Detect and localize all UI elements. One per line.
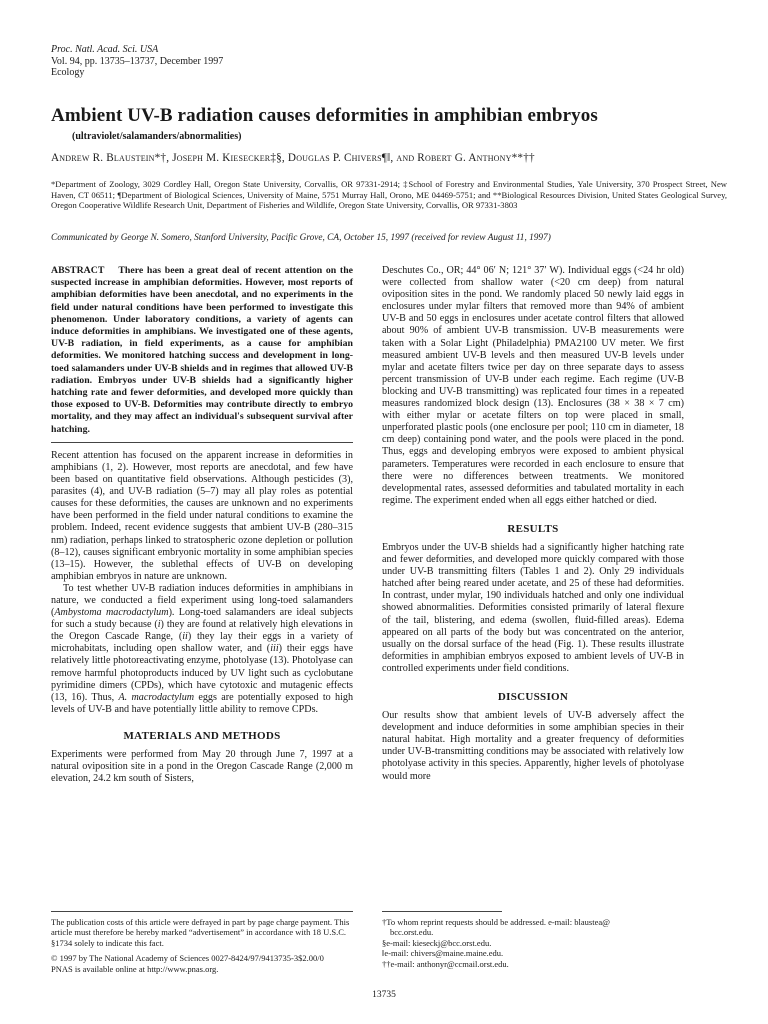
- online-note: PNAS is available online at http://www.pnas.org.: [51, 963, 219, 974]
- methods-paragraph-start: Experiments were performed from May 20 through June 7, 1997 at a natural oviposition site in a pond in the Oregon Cascade Range (2,000 m elevation, 24.2 km south of Sisters,: [51, 749, 353, 785]
- right-column: [382, 265, 684, 783]
- abstract-divider: [51, 442, 353, 443]
- intro-paragraph-2: To test whether UV-B radiation induces deformities in amphibians in nature, we conducted a field experiment using long-toed salamanders (Ambystoma macrodactylum). Long-toed salamanders are ideal subjects for such a study because (i) they are found at relatively high elevations in the Oregon Cascade Range, (ii) they lay their eggs in a variety of microhabitats, including open shallow water, and (iii) their eggs have relatively little photoreactivating enzyme, photolyase (13). Photolyase can remove harmful photoproducts induced by UV light such as cyclobutane pyrimidine dimers (CPDs), which have cytotoxic and mutagenic effects (13, 16). Thus, A. macrodactylum eggs are potentially exposed to high levels of UV-B and have potentially little ability to remove CPDs.: [51, 582, 354, 715]
- footnote-email-chivers: ‖e-mail: chivers@maine.maine.edu.: [382, 948, 504, 959]
- journal-section: Ecology: [51, 67, 85, 79]
- discussion-heading: DISCUSSION: [497, 691, 569, 703]
- communicated-by: Communicated by George N. Somero, Stanford University, Pacific Grove, CA, October 15, 1997 (received for review August 11, 1997): [51, 233, 551, 243]
- methods-heading: MATERIALS AND METHODS: [123, 729, 281, 742]
- abstract: [51, 265, 353, 436]
- page-charge-note: The publication costs of this article were defrayed in part by page charge payment. This article must therefore be hereby marked “advertisement” in accordance with 18 U.S.C. §1734 solely to indicate this fact.: [51, 917, 350, 948]
- author-list: Andrew R. Blaustein*†, Joseph M. Kiesecker‡§, Douglas P. Chivers¶‖, and Robert G. Anthony**††: [51, 152, 535, 164]
- journal-volume: Vol. 94, pp. 13735–13737, December 1997: [51, 55, 224, 67]
- left-column: [51, 265, 353, 785]
- footnote-email-kiesecker: §e-mail: kieseckj@bcc.orst.edu.: [382, 937, 492, 948]
- intro-paragraph-1: Recent attention has focused on the apparent increase in deformities in amphibians (1, 2). However, most reports are anecdotal, and few have been based on quantitative field observations. Although pesticides (3), parasites (4), and UV-B radiation (5–7) may all play roles as potential causes for these deformities, the causes are unknown and no experiments have been performed in the field under natural conditions to examine the problem. Indeed, recent evidence suggests that ambient UV-B (280–315 nm) radiation, perhaps linked to stratospheric ozone depletion or pollution (8–12), causes significant embryonic mortality in some amphibian species (13–15). However, the sublethal effects of UV-B on developing amphibian embryos in nature are unknown.: [51, 449, 353, 582]
- page-number: 13735: [372, 990, 396, 1000]
- methods-paragraph-continued: Deschutes Co., OR; 44° 06′ N; 121° 37′ W). Individual eggs (<24 hr old) were collected from shallow water (<20 cm deep) from natural oviposition sites in the pond. We randomly placed 50 newly laid eggs in enclosures under mylar filters that removed more than 94% of ambient UV-B and 50 eggs in enclosures under acetate control filters that allowed about 90% of ambient UV-B transmission. UV-B measurements were taken with a Solar Light (Philadelphia) PMA2100 UV meter. We first measured ambient UV-B levels and then measured UV-B levels under mylar and acetate filters twice per day on three separate days to assess percent transmission of UV-B under each regime. Each regime (UV-B blocking and UV-B transmitting) was replicated four times in a repeated measures randomized block design (13). Enclosures (38 × 38 × 7 cm) with either mylar or acetate filters on top were placed in small, unperforated plastic pools (one enclosure per pool; 110 cm in diameter, 18 cm deep) containing pond water, and the pools were placed in the pond. Thus, eggs and developing embryos were exposed to ambient physical parameters. Temperatures were recorded in each enclosure to ensure that there were no differences between treatments. We monitored developmental rates, assessed deformities and tabulated mortality in each regime. The experiment ended when all eggs either hatched or died.: [382, 265, 684, 506]
- footnote-email-anthony: ††e-mail: anthonyr@ccmail.orst.edu.: [382, 958, 509, 969]
- article-title: Ambient UV-B radiation causes deformities in amphibian embryos: [51, 105, 598, 126]
- footnotes-left: [51, 917, 353, 974]
- keywords: (ultraviolet/salamanders/abnormalities): [72, 131, 242, 142]
- affiliations: *Department of Zoology, 3029 Cordley Hall, Oregon State University, Corvallis, OR 97331-2914; ‡School of Forestry and Environmental Studies, Yale University, 370 Prospect Street, New Haven, CT 06511; ¶Department of Biological Sciences, University of Maine, 5751 Murray Hall, Orono, ME 04469-5751; and **Biological Resources Division, United States Geological Survey, Oregon Cooperative Wildlife Research Unit, Department of Fisheries and Wildlife, Oregon State University, Corvallis, OR 97331-3803: [51, 179, 727, 211]
- journal-name: Proc. Natl. Acad. Sci. USA: [51, 44, 159, 55]
- copyright-note: © 1997 by The National Academy of Sciences 0027-8424/97/9413735-3$2.00/0: [51, 953, 324, 964]
- footnote-divider-left: [51, 911, 353, 912]
- abstract-text: There has been a great deal of recent attention on the suspected increase in amphibian deformities. However, most reports of amphibian deformities have been anecdotal, and no experiments in the field under natural conditions have been performed to investigate this phenomenon. Under laboratory conditions, a variety of agents can induce deformities in amphibians. We investigated one of these agents, UV-B radiation, in field experiments, as a cause for amphibian deformities. We monitored hatching success and development in long-toed salamanders under UV-B shields and in regimes that allowed UV-B radiation. Embryos under UV-B shields had a significantly higher hatching rate and fewer deformities, and developed more quickly than those exposed to UV-B. Deformities may contribute directly to embryo mortality, and they may affect an individual's subsequent survival after hatching.: [51, 265, 353, 435]
- journal-header: [51, 44, 223, 79]
- footnotes-right: [382, 917, 684, 969]
- abstract-label: ABSTRACT: [51, 265, 105, 276]
- discussion-paragraph: Our results show that ambient levels of UV-B adversely affect the development and induce deformities in some amphibian species in their natural habitat. High mortality and a greater frequency of deformities under UV-B-transmitting conditions may be associated with relatively low photolyase activity in this species. Apparently, higher levels of photolyase would more: [382, 710, 684, 782]
- results-heading: RESULTS: [507, 522, 559, 535]
- footnote-reprint: †To whom reprint requests should be addressed. e-mail: blaustea@: [382, 917, 610, 927]
- results-paragraph: Embryos under the UV-B shields had a significantly higher hatching rate and fewer deformities, and developed more quickly compared with those under UV-B transmitting filters (Tables 1 and 2). Only 29 individuals hatched after being reared under acetate, and 25 of these had deformities. In contrast, under mylar, 190 individuals hatched and only one individual showed abnormalities. Deformities consisted primarily of lateral flexure of the tail, blistering, and edema (swollen, fluid-filled areas). Edema appeared on all parts of the body but was concentrated on the anterior, usually on the dorsal surface of the head (Fig. 1). These results illustrate deformities in amphibian embryos exposed to ambient levels of UV-B in controlled experiments under field conditions.: [382, 541, 684, 674]
- footnote-divider-right: [382, 911, 502, 912]
- footnote-reprint-cont: bcc.orst.edu.: [390, 927, 434, 938]
